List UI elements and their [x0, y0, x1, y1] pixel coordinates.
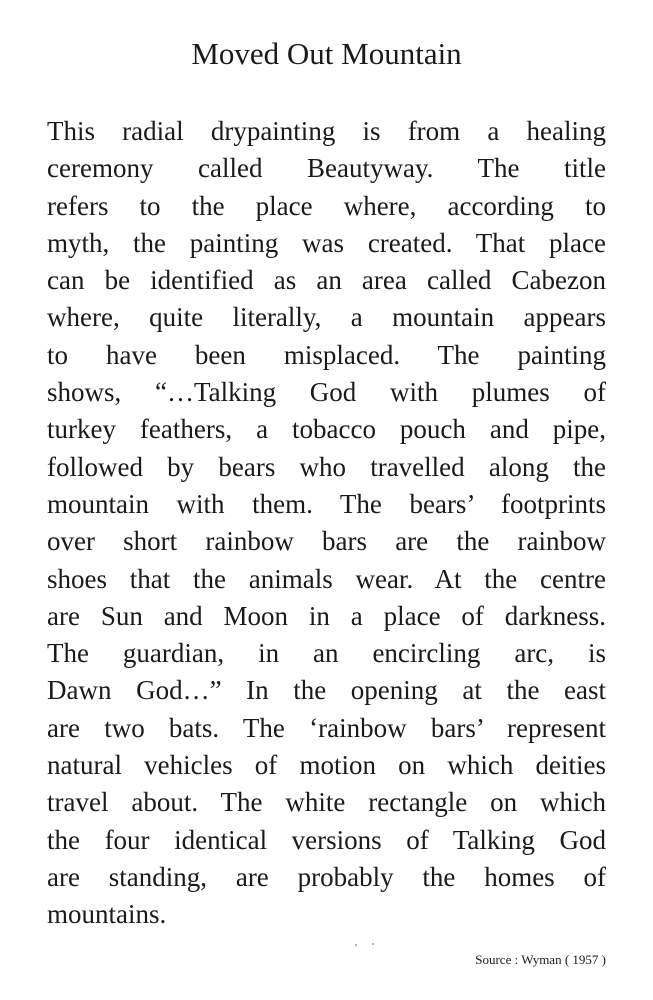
scan-speck-marks	[355, 943, 379, 947]
paragraph-line: shows, “…Talking God with plumes of	[47, 377, 606, 408]
page-title: Moved Out Mountain	[191, 36, 462, 71]
paragraph-line: the four identical versions of Talking God	[47, 824, 606, 855]
paragraph-line: Dawn God…” In the opening at the east	[47, 675, 606, 706]
speck-mark	[372, 943, 374, 945]
paragraph-line: where, quite literally, a mountain appears	[47, 302, 606, 333]
source-citation: Source : Wyman ( 1957 )	[475, 952, 606, 967]
paragraph-line: followed by bears who travelled along the	[47, 451, 606, 482]
paragraph-line: travel about. The white rectangle on which	[47, 787, 606, 818]
paragraph-line: are two bats. The ‘rainbow bars’ represent	[47, 712, 606, 743]
paragraph-line: over short rainbow bars are the rainbow	[47, 526, 606, 557]
paragraph-line: ceremony called Beautyway. The title	[47, 153, 606, 184]
paragraph-line: refers to the place where, according to	[47, 190, 606, 221]
paragraph-line: myth, the painting was created. That place	[47, 227, 606, 258]
paragraph-line: to have been misplaced. The painting	[47, 339, 606, 370]
paragraph-line: mountain with them. The bears’ footprints	[47, 488, 606, 519]
description-paragraph	[47, 113, 606, 934]
paragraph-line: natural vehicles of motion on which deities	[47, 750, 606, 781]
paragraph-line: mountains.	[47, 899, 167, 930]
paragraph-line: turkey feathers, a tobacco pouch and pipe,	[47, 414, 606, 445]
speck-mark	[355, 944, 357, 946]
paragraph-line: are Sun and Moon in a place of darkness.	[47, 600, 606, 631]
paragraph-line: can be identified as an area called Cabezon	[47, 265, 606, 296]
paragraph-line: shoes that the animals wear. At the centre	[47, 563, 606, 594]
paragraph-line: This radial drypainting is from a healing	[47, 116, 606, 146]
paragraph-line: The guardian, in an encircling arc, is	[47, 638, 606, 669]
paragraph-line: are standing, are probably the homes of	[47, 861, 606, 892]
